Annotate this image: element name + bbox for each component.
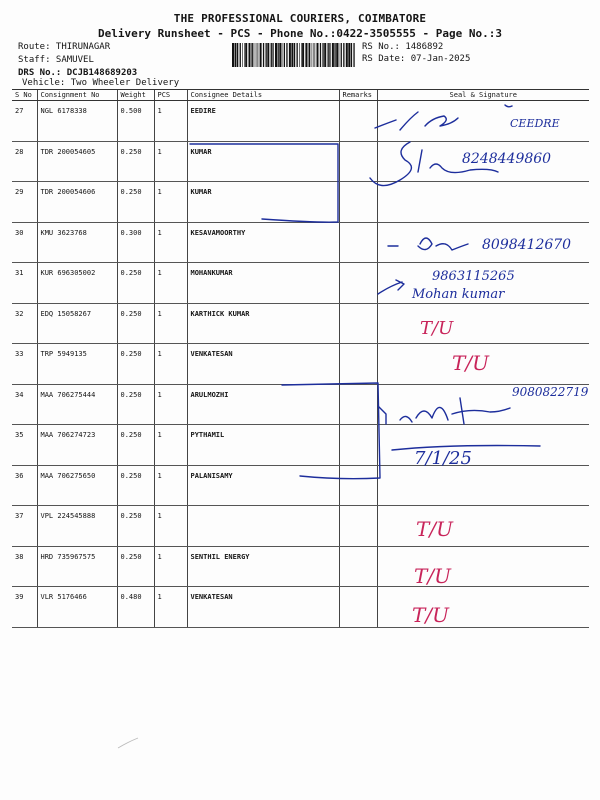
- row-weight: 0.250: [117, 384, 154, 425]
- barcode-bar: [312, 43, 313, 67]
- barcode-bar: [314, 43, 315, 67]
- row-weight: 0.300: [117, 222, 154, 263]
- row-pcs: 1: [154, 182, 187, 223]
- row-pcs: 1: [154, 546, 187, 587]
- vehicle-label: Vehicle: Two Wheeler Delivery: [22, 78, 180, 88]
- row-consignment-no: EDQ 15058267: [37, 303, 117, 344]
- table-header: [12, 90, 589, 101]
- row-remarks: [339, 465, 377, 506]
- row-remarks: [339, 303, 377, 344]
- row-remarks: [339, 182, 377, 223]
- row-seal-signature: [377, 263, 589, 304]
- phone-row31: 9863115265: [432, 269, 515, 284]
- barcode-bar: [286, 43, 287, 67]
- row-seal-signature: [377, 182, 589, 223]
- row-pcs: 1: [154, 587, 187, 628]
- table-row: [12, 425, 589, 466]
- table-row: [12, 506, 589, 547]
- row-consignment-no: MAA 706275650: [37, 465, 117, 506]
- table-row: [12, 546, 589, 587]
- row-consignment-no: TRP 5949135: [37, 344, 117, 385]
- barcode-bar: [297, 43, 298, 67]
- row-pcs: 1: [154, 222, 187, 263]
- row-remarks: [339, 587, 377, 628]
- row-sno: 33: [12, 344, 37, 385]
- row-pcs: 1: [154, 141, 187, 182]
- barcode-bar: [245, 43, 247, 67]
- barcode-bar: [328, 43, 329, 67]
- barcode-bar: [242, 43, 243, 67]
- barcode-bar: [329, 43, 330, 67]
- row-seal-signature: [377, 303, 589, 344]
- barcode-bar: [320, 43, 321, 67]
- table-row: [12, 141, 589, 182]
- row-weight: 0.250: [117, 425, 154, 466]
- row-consignment-no: TDR 200054605: [37, 141, 117, 182]
- row-consignee: KARTHICK KUMAR: [187, 303, 339, 344]
- barcode-bar: [263, 43, 264, 67]
- staff-label: Staff: SAMUVEL: [18, 55, 94, 65]
- row-weight: 0.250: [117, 263, 154, 304]
- row-weight: 0.480: [117, 587, 154, 628]
- barcode-bar: [322, 43, 323, 67]
- mark-row38: T/U: [414, 564, 451, 588]
- row-consignee: EEDIRE: [187, 101, 339, 142]
- col-remarks: Remarks: [339, 90, 377, 101]
- barcode-bar: [279, 43, 281, 67]
- row-sno: 29: [12, 182, 37, 223]
- row-weight: 0.250: [117, 506, 154, 547]
- phone-row30: 8098412670: [482, 237, 572, 253]
- row-seal-signature: [377, 222, 589, 263]
- phone-row28: 8248449860: [462, 151, 552, 167]
- row-seal-signature: [377, 344, 589, 385]
- row-weight: 0.250: [117, 344, 154, 385]
- row-sno: 27: [12, 101, 37, 142]
- col-consignment: Consignment No: [37, 90, 117, 101]
- note-row27: CEEDRE: [510, 117, 560, 130]
- mark-row39: T/U: [412, 603, 449, 627]
- barcode: [232, 43, 356, 67]
- row-remarks: [339, 546, 377, 587]
- row-seal-signature: [377, 465, 589, 506]
- phone-row34: 9080822719: [512, 385, 589, 399]
- row-consignment-no: TDR 200054606: [37, 182, 117, 223]
- row-consignment-no: MAA 706274723: [37, 425, 117, 466]
- row-consignment-no: MAA 706275444: [37, 384, 117, 425]
- row-pcs: 1: [154, 465, 187, 506]
- row-consignment-no: NGL 6178338: [37, 101, 117, 142]
- row-weight: 0.500: [117, 101, 154, 142]
- mark-row32: T/U: [420, 318, 454, 339]
- barcode-bar: [267, 43, 269, 67]
- barcode-bar: [341, 43, 342, 67]
- row-pcs: 1: [154, 101, 187, 142]
- col-sno: S No: [12, 90, 37, 101]
- barcode-bar: [278, 43, 279, 67]
- barcode-bar: [275, 43, 277, 67]
- barcode-bar: [324, 43, 326, 67]
- barcode-bar: [244, 43, 245, 67]
- row-seal-signature: [377, 425, 589, 466]
- barcode-bar: [251, 43, 252, 67]
- row-consignee: KUMAR: [187, 182, 339, 223]
- row-consignee: MOHANKUMAR: [187, 263, 339, 304]
- row-sno: 30: [12, 222, 37, 263]
- barcode-bar: [346, 43, 348, 67]
- table-row: [12, 587, 589, 628]
- barcode-bar: [255, 43, 256, 67]
- mark-row33: T/U: [452, 351, 489, 375]
- drs-number: DRS No.: DCJB148689203: [18, 68, 138, 78]
- barcode-bar: [339, 43, 340, 67]
- row-sno: 35: [12, 425, 37, 466]
- date-row35: 7/1/25: [414, 448, 472, 469]
- route-label: Route: THIRUNAGAR: [18, 42, 111, 52]
- table-row: [12, 101, 589, 142]
- barcode-bar: [301, 43, 302, 67]
- row-seal-signature: [377, 384, 589, 425]
- row-consignee: PALANISAMY: [187, 465, 339, 506]
- table-row: [12, 182, 589, 223]
- barcode-bar: [351, 43, 352, 67]
- barcode-bar: [317, 43, 319, 67]
- row-consignee: VENKATESAN: [187, 587, 339, 628]
- barcode-bar: [302, 43, 304, 67]
- table-row: [12, 384, 589, 425]
- row-remarks: [339, 344, 377, 385]
- row-pcs: 1: [154, 425, 187, 466]
- rs-date: RS Date: 07-Jan-2025: [362, 54, 471, 64]
- row-remarks: [339, 101, 377, 142]
- col-pcs: PCS: [154, 90, 187, 101]
- barcode-bar: [260, 43, 262, 67]
- col-weight: Weight: [117, 90, 154, 101]
- table-row: [12, 222, 589, 263]
- barcode-bar: [240, 43, 241, 67]
- row-consignment-no: HRD 735967575: [37, 546, 117, 587]
- barcode-bar: [272, 43, 273, 67]
- row-sno: 32: [12, 303, 37, 344]
- row-sno: 39: [12, 587, 37, 628]
- barcode-bar: [294, 43, 295, 67]
- barcode-bar: [284, 43, 285, 67]
- row-consignee: [187, 506, 339, 547]
- row-seal-signature: [377, 141, 589, 182]
- row-sno: 37: [12, 506, 37, 547]
- row-sno: 36: [12, 465, 37, 506]
- row-consignment-no: VPL 224545888: [37, 506, 117, 547]
- row-remarks: [339, 222, 377, 263]
- barcode-bar: [258, 43, 259, 67]
- barcode-bar: [271, 43, 272, 67]
- barcode-bar: [332, 43, 334, 67]
- row-sno: 38: [12, 546, 37, 587]
- barcode-bar: [232, 43, 234, 67]
- barcode-bar: [237, 43, 238, 67]
- stray-mark: [118, 738, 138, 748]
- row-weight: 0.250: [117, 465, 154, 506]
- row-consignee: KESAVAMOORTHY: [187, 222, 339, 263]
- barcode-bar: [348, 43, 350, 67]
- row-weight: 0.250: [117, 303, 154, 344]
- row-remarks: [339, 141, 377, 182]
- barcode-bar: [266, 43, 267, 67]
- table-row: [12, 303, 589, 344]
- barcode-bar: [257, 43, 258, 67]
- row-consignee: SENTHIL ENERGY: [187, 546, 339, 587]
- row-seal-signature: [377, 506, 589, 547]
- row-consignee: VENKATESAN: [187, 344, 339, 385]
- col-seal-signature: Seal & Signature: [377, 90, 589, 101]
- row-pcs: 1: [154, 344, 187, 385]
- barcode-bar: [343, 43, 344, 67]
- row-consignment-no: KMU 3623768: [37, 222, 117, 263]
- row-seal-signature: [377, 546, 589, 587]
- row-consignee: ARULMOZHI: [187, 384, 339, 425]
- rs-number: RS No.: 1486892: [362, 42, 444, 52]
- row-pcs: 1: [154, 303, 187, 344]
- row-consignee: KUMAR: [187, 141, 339, 182]
- row-remarks: [339, 384, 377, 425]
- row-seal-signature: [377, 101, 589, 142]
- barcode-bar: [289, 43, 291, 67]
- row-consignee: PYTHAMIL: [187, 425, 339, 466]
- barcode-bar: [235, 43, 237, 67]
- col-consignee: Consignee Details: [187, 90, 339, 101]
- row-weight: 0.250: [117, 546, 154, 587]
- barcode-bar: [353, 43, 354, 67]
- mark-row37: T/U: [416, 517, 453, 541]
- row-pcs: 1: [154, 263, 187, 304]
- barcode-bar: [282, 43, 283, 67]
- row-consignment-no: KUR 696305002: [37, 263, 117, 304]
- row-weight: 0.250: [117, 182, 154, 223]
- row-consignment-no: VLR 5176466: [37, 587, 117, 628]
- table-row: [12, 465, 589, 506]
- row-remarks: [339, 506, 377, 547]
- barcode-bar: [336, 43, 338, 67]
- runsheet-table: [12, 89, 589, 628]
- barcode-bar: [252, 43, 253, 67]
- row-remarks: [339, 263, 377, 304]
- row-pcs: 1: [154, 506, 187, 547]
- table-row: [12, 263, 589, 304]
- table-row: [12, 344, 589, 385]
- row-weight: 0.250: [117, 141, 154, 182]
- barcode-bar: [308, 43, 309, 67]
- row-seal-signature: [377, 587, 589, 628]
- runsheet-subtitle: Delivery Runsheet - PCS - Phone No.:0422-3505555 - Page No.:3: [98, 27, 502, 40]
- row-sno: 28: [12, 141, 37, 182]
- barcode-bar: [299, 43, 300, 67]
- row-sno: 34: [12, 384, 37, 425]
- row-remarks: [339, 425, 377, 466]
- company-title: THE PROFESSIONAL COURIERS, COIMBATORE: [173, 12, 427, 25]
- barcode-bar: [315, 43, 316, 67]
- row-pcs: 1: [154, 384, 187, 425]
- barcode-bar: [249, 43, 251, 67]
- barcode-bar: [334, 43, 335, 67]
- row-sno: 31: [12, 263, 37, 304]
- name-row31: Mohan kumar: [412, 287, 505, 302]
- barcode-bar: [305, 43, 307, 67]
- barcode-bar: [309, 43, 310, 67]
- barcode-bar: [291, 43, 293, 67]
